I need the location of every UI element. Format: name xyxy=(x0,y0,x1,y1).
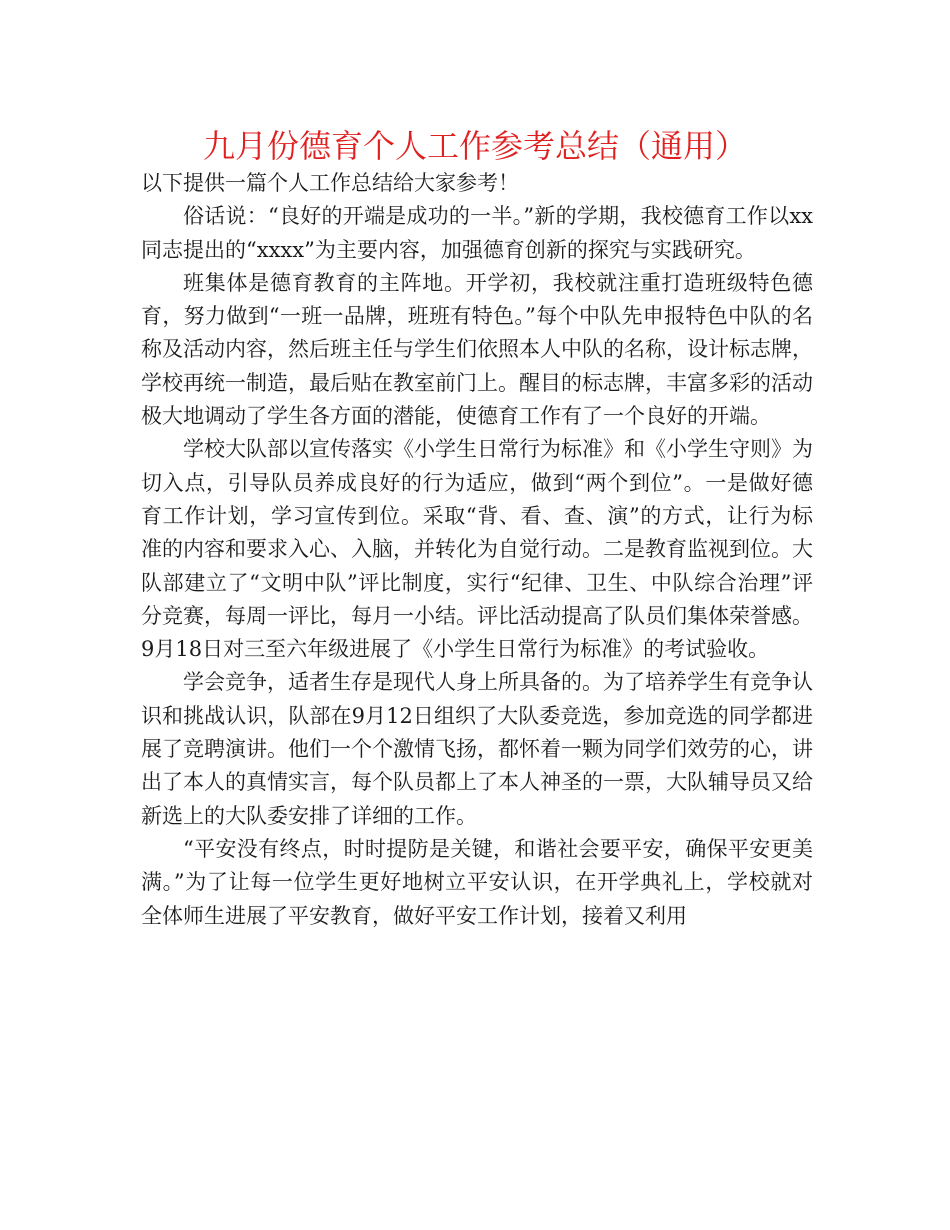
document-body xyxy=(141,167,813,933)
body-paragraph-2: 班集体是德育教育的主阵地。开学初，我校就注重打造班级特色德育，努力做到“一班一品牌，班班有特色。”每个中队先申报特色中队的名称及活动内容，然后班主任与学生们依照本人中队的名称，设计标志牌，学校再统一制造，最后贴在教室前门上。醒目的标志牌，丰富多彩的活动极大地调动了学生各方面的潜能，使德育工作有了一个良好的开端。 xyxy=(141,270,813,429)
intro-paragraph: 以下提供一篇个人工作总结给大家参考！ xyxy=(141,171,519,195)
body-paragraph-4: 学会竞争，适者生存是现代人身上所具备的。为了培养学生有竞争认识和挑战认识，队部在9月12日组织了大队委竞选，参加竞选的同学都进展了竞聘演讲。他们一个个激情飞扬，都怀着一颗为同学们效劳的心，讲出了本人的真情实言，每个队员都上了本人神圣的一票，大队辅导员又给新选上的大队委安排了详细的工作。 xyxy=(141,670,813,828)
document-title: 九月份德育个人工作参考总结（通用） xyxy=(202,127,747,165)
body-paragraph-3: 学校大队部以宣传落实《小学生日常行为标准》和《小学生守则》为切入点，引导队员养成良好的行为适应，做到“两个到位”。一是做好德育工作计划，学习宣传到位。采取“背、看、查、演”的方式，让行为标准的内容和要求入心、入脑，并转化为自觉行动。二是教育监视到位。大队部建立了“文明中队”评比制度，实行“纪律、卫生、中队综合治理”评分竞赛，每周一评比，每月一小结。评比活动提高了队员们集体荣誉感。9月18日对三至六年级进展了《小学生日常行为标准》的考试验收。 xyxy=(141,437,813,662)
body-paragraph-5: “平安没有终点，时时提防是关键，和谐社会要平安，确保平安更美满。”为了让每一位学生更好地树立平安认识，在开学典礼上，学校就对全体师生进展了平安教育，做好平安工作计划，接着又利用 xyxy=(141,836,813,928)
body-paragraph-1: 俗话说：“良好的开端是成功的一半。”新的学期，我校德育工作以xx同志提出的“xxxx”为主要内容，加强德育创新的探究与实践研究。 xyxy=(141,204,813,262)
